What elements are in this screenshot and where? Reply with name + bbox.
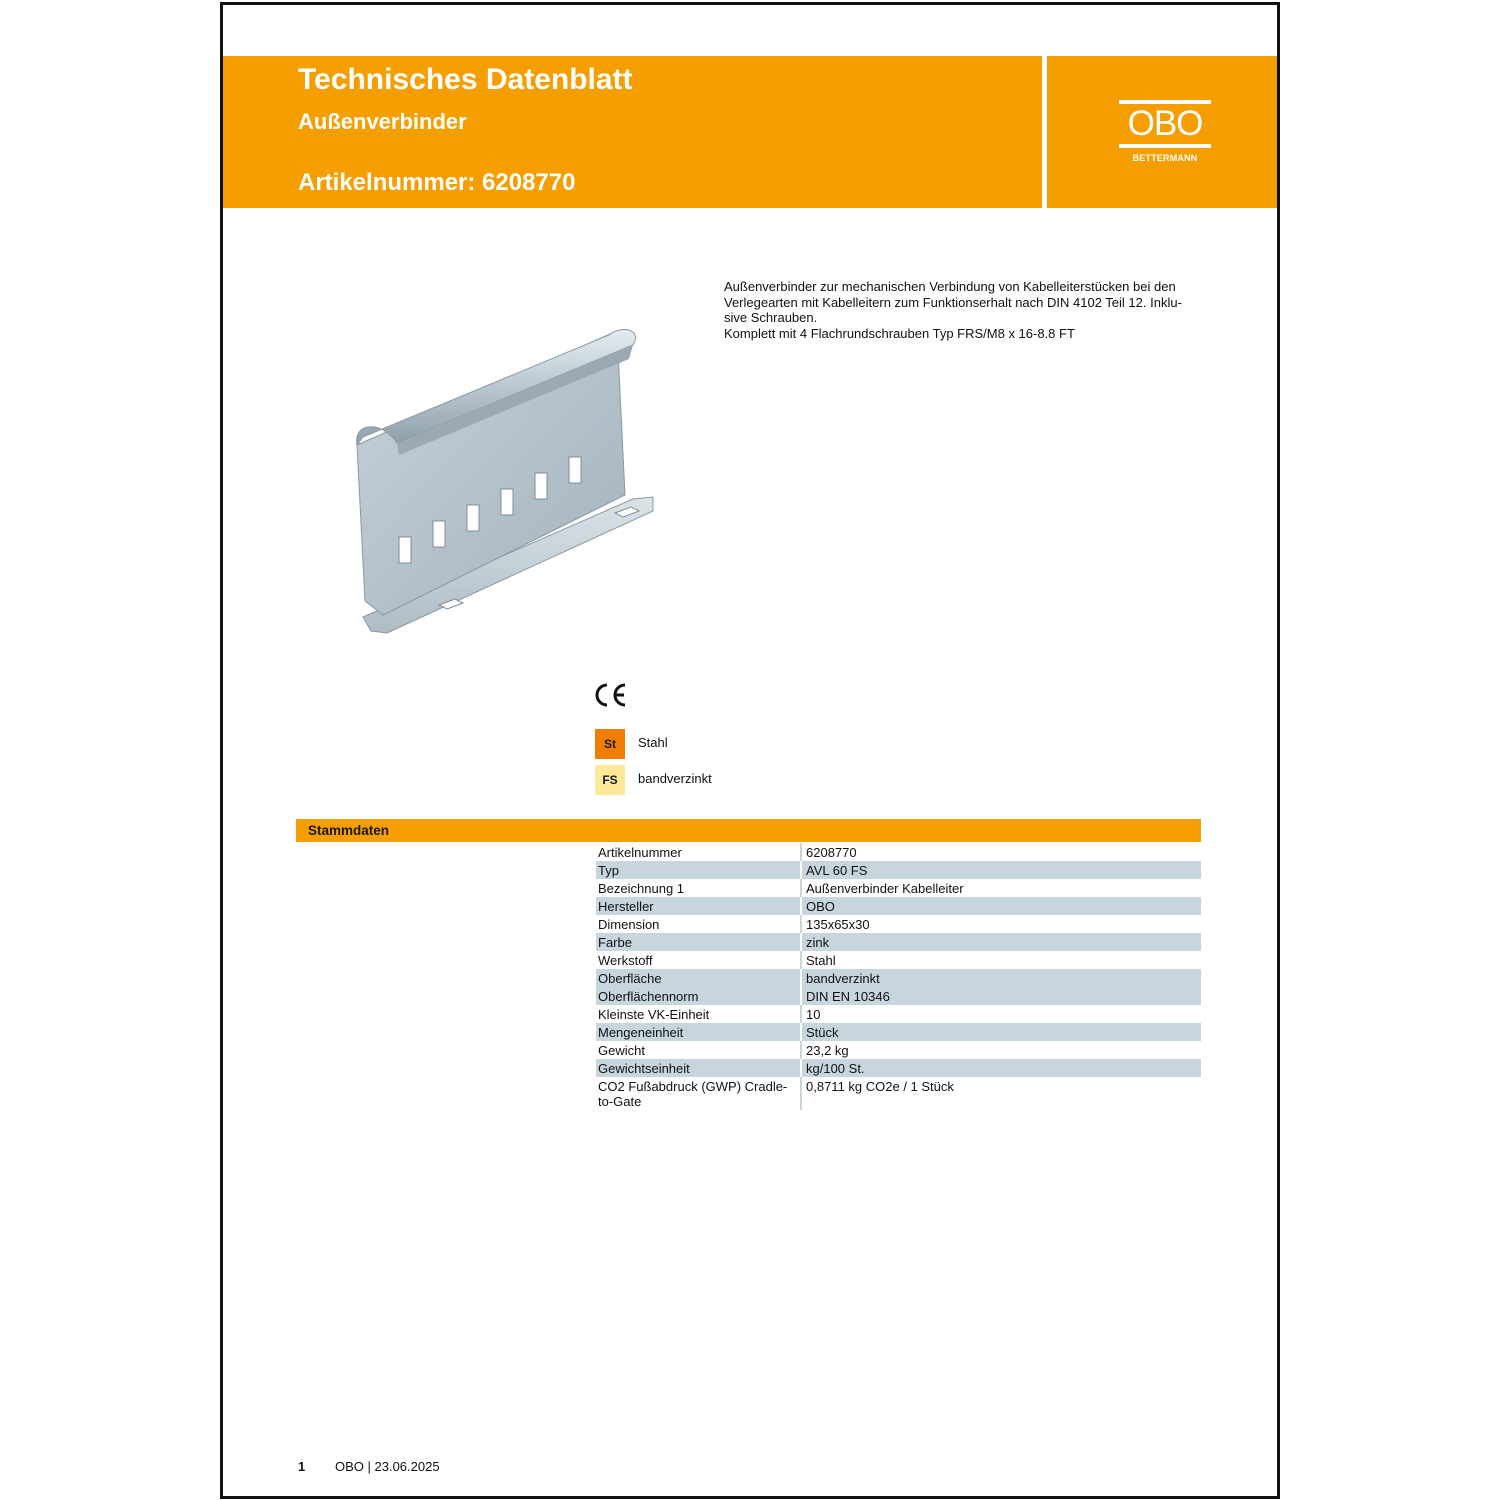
row-value: bandverzinkt [806, 970, 880, 986]
table-row [596, 933, 1201, 951]
row-value: AVL 60 FS [806, 862, 868, 878]
product-subtitle: Außenverbinder [298, 109, 467, 134]
row-value: 135x65x30 [806, 916, 870, 932]
table-row [596, 1059, 1201, 1077]
description-line: sive Schrauben. [724, 310, 818, 325]
row-value: 23,2 kg [806, 1042, 849, 1058]
obo-logo [1113, 100, 1217, 166]
row-value: zink [806, 934, 830, 950]
table-row [596, 1077, 1201, 1110]
product-image [343, 325, 663, 645]
logo-subline: BETTERMANN [1132, 153, 1198, 163]
page-number: 1 [298, 1459, 306, 1474]
table-row [596, 1041, 1201, 1059]
product-description [724, 279, 1196, 341]
table-row [596, 987, 1201, 1005]
section-header-stammdaten: Stammdaten [296, 819, 1201, 842]
table-row [596, 897, 1201, 915]
table-row [596, 951, 1201, 969]
row-key: Kleinste VK-Einheit [596, 1005, 802, 1023]
page-title: Technisches Datenblatt [298, 63, 633, 96]
row-key: Farbe [596, 933, 802, 951]
table-row [596, 1005, 1201, 1023]
row-key: Mengeneinheit [596, 1023, 802, 1041]
article-number-heading: Artikelnummer: 6208770 [298, 169, 576, 196]
material-badge: St [595, 729, 625, 759]
row-key: Gewicht [596, 1041, 802, 1059]
row-key: Gewichtseinheit [596, 1059, 802, 1077]
table-row [596, 1023, 1201, 1041]
row-key: Bezeichnung 1 [596, 879, 802, 897]
row-key: Hersteller [596, 897, 802, 915]
row-value: Außenverbinder Kabelleiter [806, 880, 964, 896]
table-row [596, 915, 1201, 933]
row-value: 6208770 [806, 844, 857, 860]
logo-wordmark: OBO [1127, 104, 1203, 143]
table-row [596, 843, 1201, 861]
row-key: Oberfläche [596, 969, 802, 987]
description-line: Komplett mit 4 Flachrundschrauben Typ FRS/M8 x 16-8.8 FT [724, 325, 1075, 341]
header-banner [223, 56, 1277, 208]
row-key: Artikelnummer [596, 843, 802, 861]
row-key: Dimension [596, 915, 802, 933]
master-data-table [596, 843, 1201, 1110]
ce-mark-icon [593, 681, 629, 709]
row-key: Oberflächennorm [596, 987, 802, 1005]
row-key: Werkstoff [596, 951, 802, 969]
table-row [596, 969, 1201, 987]
logo-bar-bottom [1119, 144, 1211, 148]
row-value: Stück [806, 1024, 839, 1040]
surface-badge: FS [595, 765, 625, 795]
header-divider [1042, 56, 1047, 208]
row-value: Stahl [806, 952, 836, 968]
datasheet-page [220, 2, 1280, 1499]
row-value: kg/100 St. [806, 1060, 865, 1076]
footer-text: OBO | 23.06.2025 [335, 1459, 440, 1474]
row-value: 10 [806, 1006, 821, 1022]
material-label: Stahl [638, 735, 668, 750]
row-value: 0,8711 kg CO2e / 1 Stück [806, 1078, 954, 1094]
description-line: Außenverbinder zur mechanischen Verbindung von Kabelleiterstücken bei den [724, 279, 1176, 294]
row-key: CO2 Fußabdruck (GWP) Cradle-to-Gate [596, 1077, 802, 1110]
table-row [596, 879, 1201, 897]
table-row [596, 861, 1201, 879]
row-value: OBO [806, 898, 835, 914]
surface-label: bandverzinkt [638, 771, 712, 786]
description-line: Verlegearten mit Kabelleitern zum Funktionserhalt nach DIN 4102 Teil 12. Inklu- [724, 294, 1182, 310]
row-key: Typ [596, 861, 802, 879]
row-value: DIN EN 10346 [806, 988, 890, 1004]
